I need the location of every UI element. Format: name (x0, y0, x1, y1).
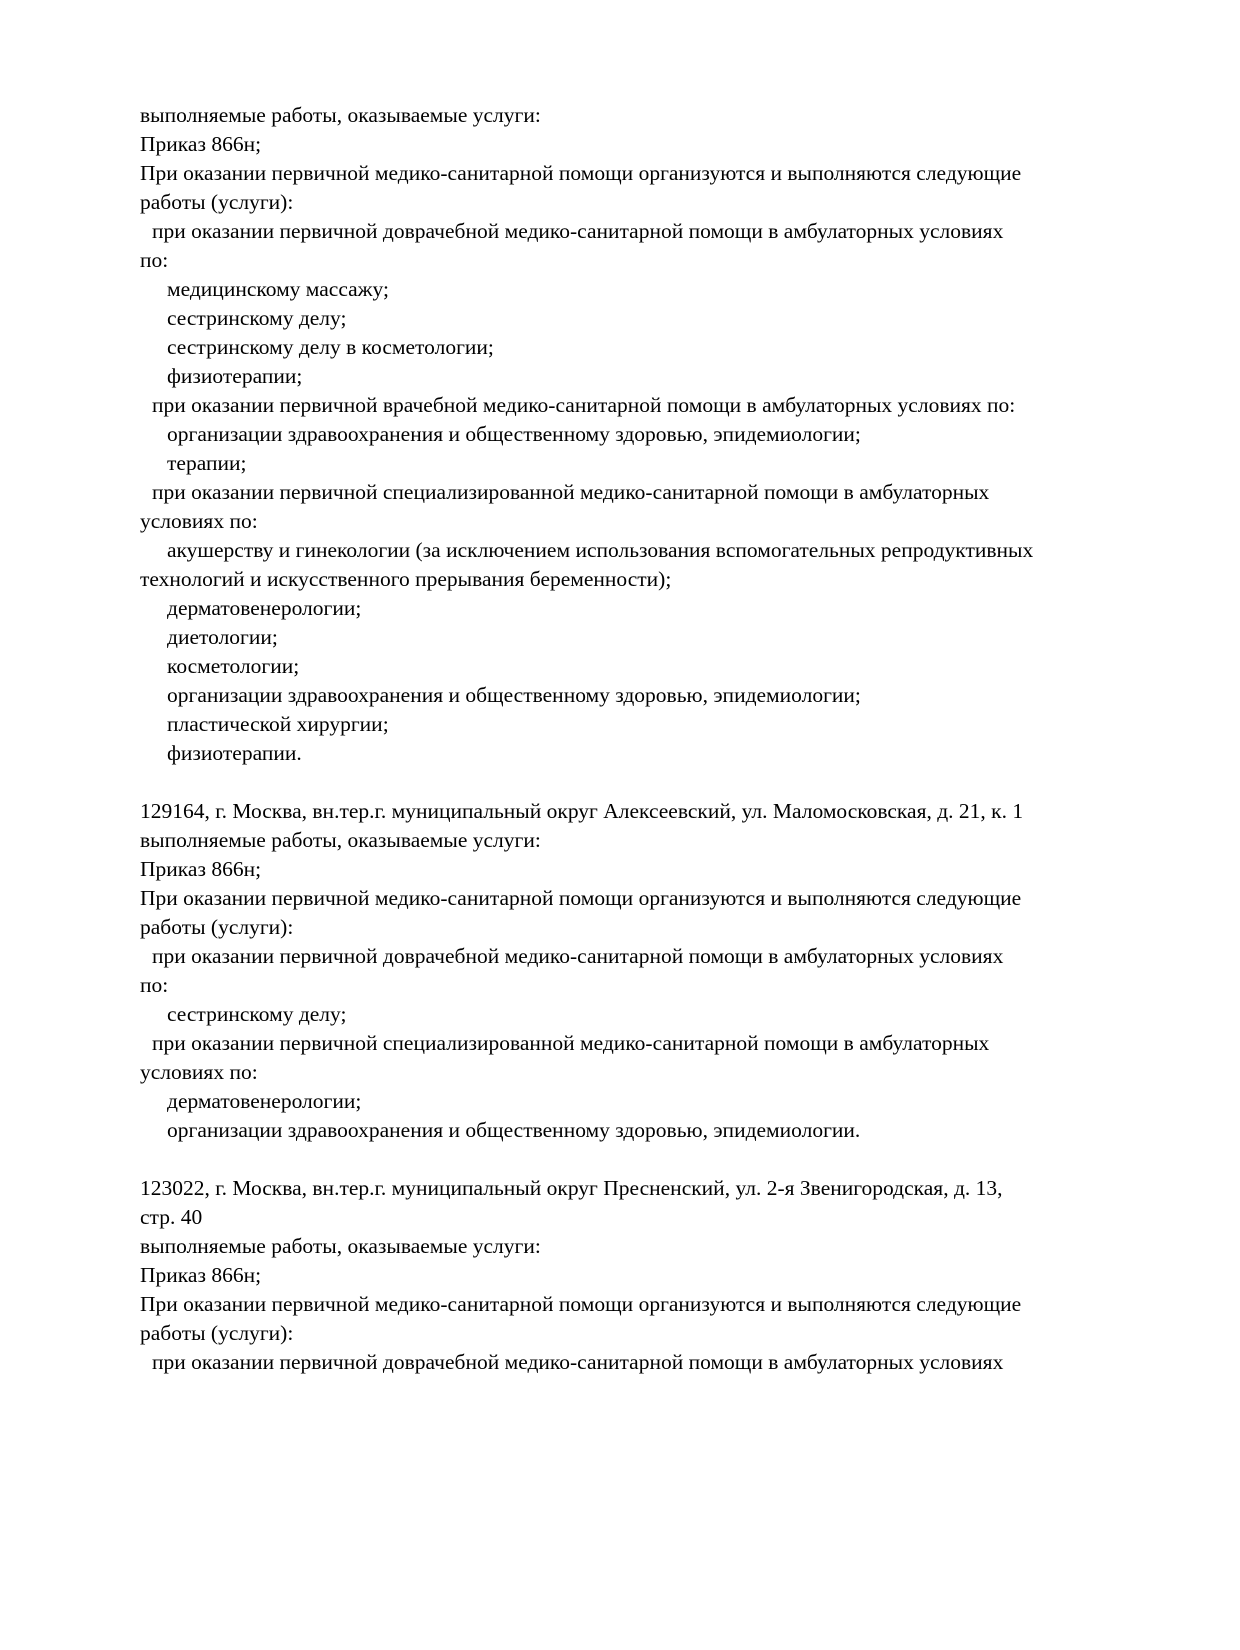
text-line: работы (услуги): (140, 915, 294, 939)
text-line: пластической хирургии; (167, 712, 389, 736)
text-line: Приказ 866н; (140, 132, 262, 156)
text-line: косметологии; (167, 654, 300, 678)
text-line: при оказании первичной доврачебной медико-санитарной помощи в амбулаторных условиях (152, 944, 1004, 968)
text-line: работы (услуги): (140, 190, 294, 214)
text-line: выполняемые работы, оказываемые услуги: (140, 1234, 541, 1258)
text-line: При оказании первичной медико-санитарной помощи организуются и выполняются следующие (140, 1292, 1022, 1316)
text-line: при оказании первичной врачебной медико-санитарной помощи в амбулаторных условиях по: (152, 393, 1016, 417)
text-line: при оказании первичной специализированной медико-санитарной помощи в амбулаторных (152, 480, 990, 504)
text-line: организации здравоохранения и общественному здоровью, эпидемиологии; (167, 683, 861, 707)
text-line: диетологии; (167, 625, 278, 649)
text-line: стр. 40 (140, 1205, 203, 1229)
text-line: дерматовенерологии; (167, 1089, 362, 1113)
text-line: 129164, г. Москва, вн.тер.г. муниципальный округ Алексеевский, ул. Маломосковская, д. 21, к. 1 (140, 799, 1024, 823)
blank-line (140, 1145, 1128, 1174)
text-line: При оказании первичной медико-санитарной помощи организуются и выполняются следующие (140, 161, 1022, 185)
text-line: при оказании первичной доврачебной медико-санитарной помощи в амбулаторных условиях (152, 219, 1004, 243)
text-line: медицинскому массажу; (167, 277, 389, 301)
text-line: работы (услуги): (140, 1321, 294, 1345)
text-line: технологий и искусственного прерывания беременности); (140, 567, 672, 591)
text-line: организации здравоохранения и общественному здоровью, эпидемиологии. (167, 1118, 861, 1142)
text-line: условиях по: (140, 1060, 258, 1084)
text-line: при оказании первичной доврачебной медико-санитарной помощи в амбулаторных условиях (152, 1350, 1004, 1374)
document-text (140, 101, 1128, 1377)
text-line: по: (140, 248, 169, 272)
text-line: выполняемые работы, оказываемые услуги: (140, 103, 541, 127)
text-line: физиотерапии. (167, 741, 302, 765)
text-line: выполняемые работы, оказываемые услуги: (140, 828, 541, 852)
text-line: 123022, г. Москва, вн.тер.г. муниципальный округ Пресненский, ул. 2-я Звенигородская, д. 13, (140, 1176, 1003, 1200)
text-line: терапии; (167, 451, 247, 475)
text-line: сестринскому делу; (167, 1002, 347, 1026)
text-line: Приказ 866н; (140, 1263, 262, 1287)
text-line: условиях по: (140, 509, 258, 533)
text-line: при оказании первичной специализированной медико-санитарной помощи в амбулаторных (152, 1031, 990, 1055)
text-line: сестринскому делу в косметологии; (167, 335, 494, 359)
text-line: сестринскому делу; (167, 306, 347, 330)
text-line: по: (140, 973, 169, 997)
text-line: физиотерапии; (167, 364, 303, 388)
text-line: организации здравоохранения и общественному здоровью, эпидемиологии; (167, 422, 861, 446)
text-line: При оказании первичной медико-санитарной помощи организуются и выполняются следующие (140, 886, 1022, 910)
blank-line (140, 768, 1128, 797)
text-line: Приказ 866н; (140, 857, 262, 881)
text-line: акушерству и гинекологии (за исключением использования вспомогательных репродуктивных (167, 538, 1034, 562)
text-line: дерматовенерологии; (167, 596, 362, 620)
